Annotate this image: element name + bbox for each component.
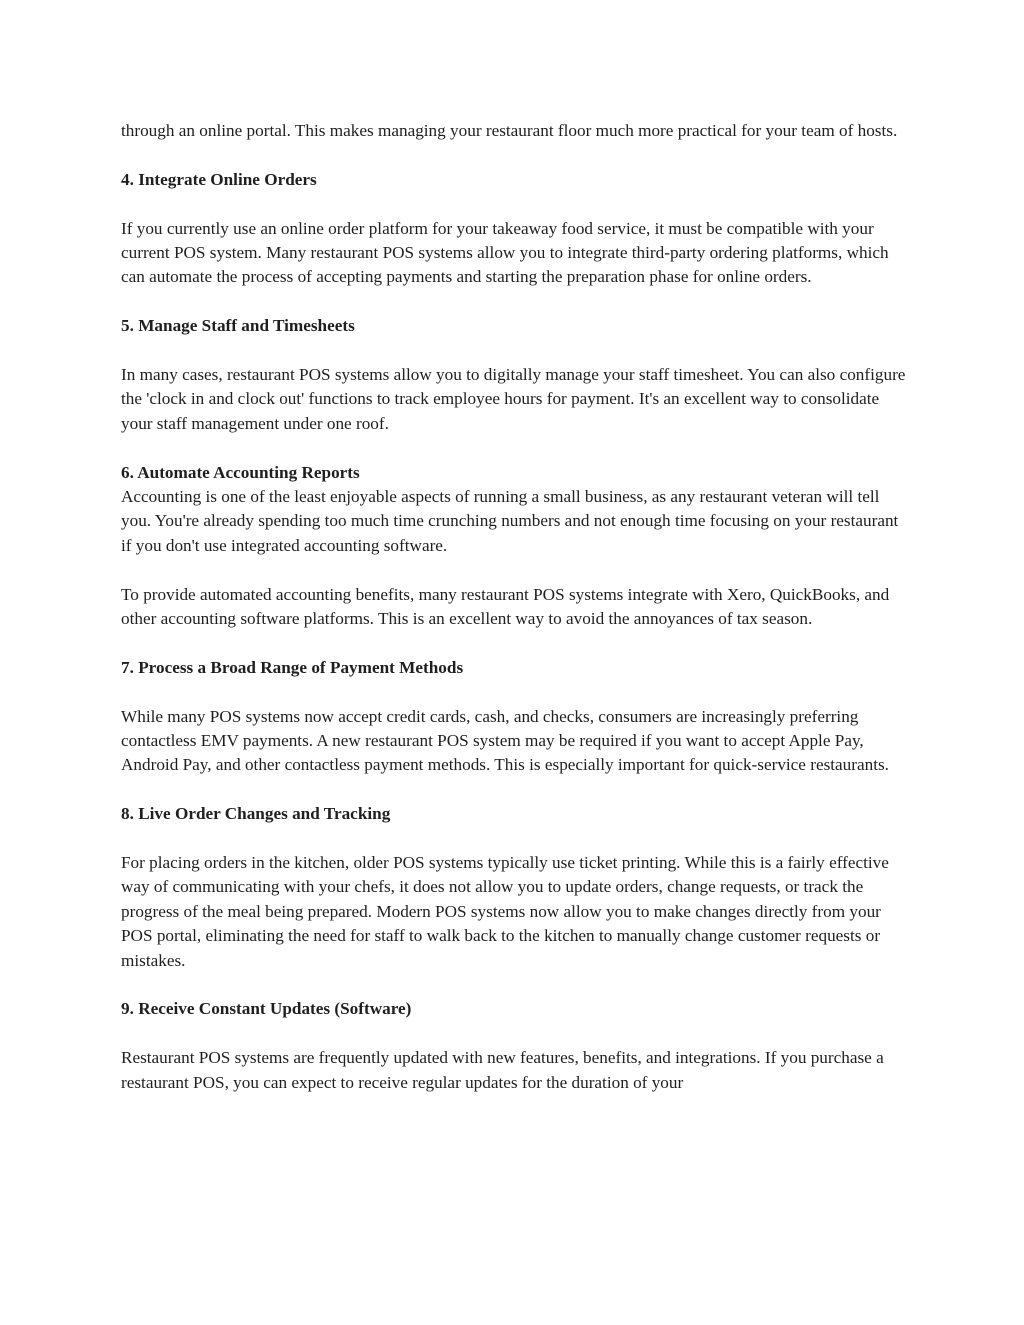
section-paragraph-accounting-2: To provide automated accounting benefits, many restaurant POS systems integrate with Xero, QuickBooks, and other accounting software platforms. This is an excellent way to avoid the annoyances of tax season. [121,584,890,629]
section-paragraph-accounting-1: Accounting is one of the least enjoyable aspects of running a small business, as any restaurant veteran will tell you. You're already spending too much time crunching numbers and not enough time focusing on your restaurant if you don't use integrated accounting software. [121,487,899,555]
section-heading-staff-timesheets: 5. Manage Staff and Timesheets [121,316,355,336]
section-paragraph-payment-methods: While many POS systems now accept credit cards, cash, and checks, consumers are increasingly preferring contactless EMV payments. A new restaurant POS system may be required if you want to accept Apple Pay, Android Pay, and other contactless payment methods. This is especially important for quick-service restaurants. [121,706,889,775]
section-paragraph-staff-timesheets: In many cases, restaurant POS systems allow you to digitally manage your staff timesheet. You can also configure the 'clock in and clock out' functions to track employee hours for payment. It's an excellent way to consolidate your staff management under one roof. [121,365,906,433]
section-heading-accounting-reports: 6. Automate Accounting Reports [121,462,360,482]
document-page [121,119,911,1095]
intro-paragraph: through an online portal. This makes managing your restaurant floor much more practical for your team of hosts. [121,121,898,140]
section-heading-payment-methods: 7. Process a Broad Range of Payment Methods [121,657,464,677]
section-heading-software-updates: 9. Receive Constant Updates (Software) [121,999,412,1019]
section-heading-online-orders: 4. Integrate Online Orders [121,169,317,189]
section-heading-order-tracking: 8. Live Order Changes and Tracking [121,804,391,824]
section-paragraph-order-tracking: For placing orders in the kitchen, older POS systems typically use ticket printing. While this is a fairly effective way of communicating with your chefs, it does not allow you to update orders, change requests, or track the progress of the meal being prepared. Modern POS systems now allow you to make changes directly from your POS portal, eliminating the need for staff to walk back to the kitchen to manually change customer requests or mistakes. [121,853,889,970]
section-paragraph-online-orders: If you currently use an online order platform for your takeaway food service, it must be compatible with your current POS system. Many restaurant POS systems allow you to integrate third-party ordering platforms, which can automate the process of accepting payments and starting the preparation phase for online orders. [121,218,889,287]
section-paragraph-software-updates: Restaurant POS systems are frequently updated with new features, benefits, and integrations. If you purchase a restaurant POS, you can expect to receive regular updates for the duration of your [121,1048,884,1092]
